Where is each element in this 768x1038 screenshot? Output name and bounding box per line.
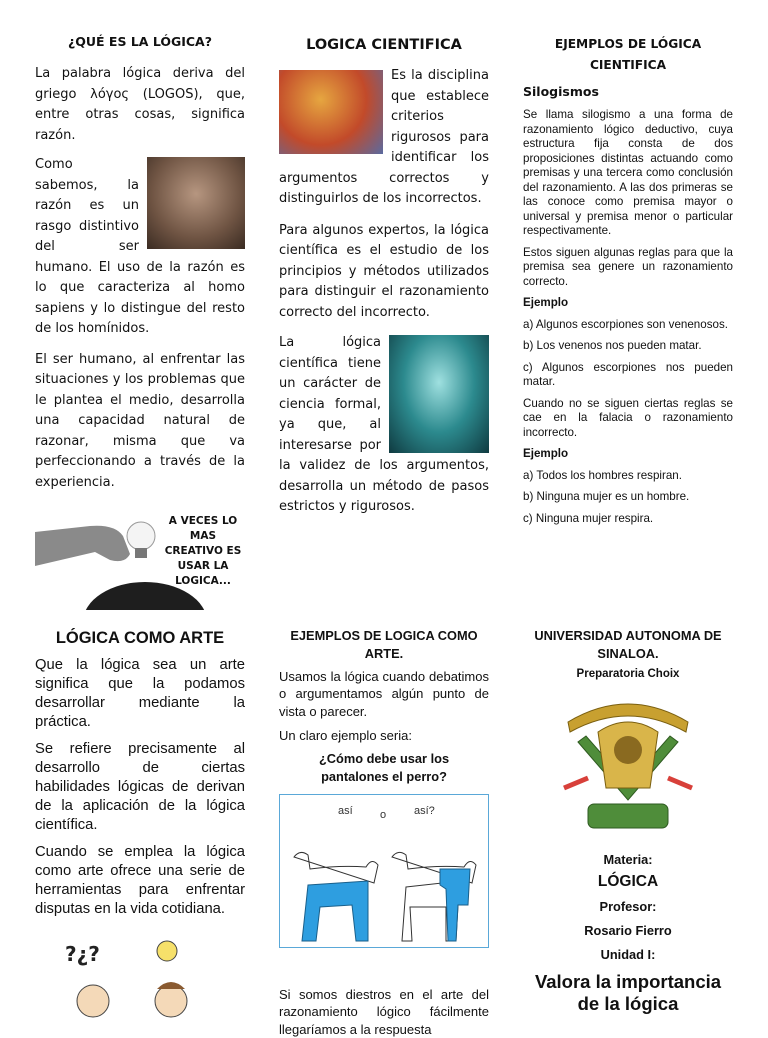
- uas-seal-logo: [558, 692, 698, 840]
- teacher-label: Profesor:: [599, 899, 657, 914]
- paragraph: Estos siguen algunas reglas para que la premisa sea genere un razonamiento correcto.: [523, 245, 733, 288]
- example-label: Ejemplo: [523, 296, 569, 309]
- paragraph: El ser humano, al enfrentar las situaciones y los problemas que le plantea el medio, desarrolla una capacidad natural de razonar, misma que va perfeccionando a través de la experiencia.: [35, 351, 245, 490]
- eagle-seal-icon: [558, 692, 698, 840]
- column-ejemplos-arte: [279, 627, 489, 1038]
- section-title: LOGICA CIENTIFICA: [306, 37, 462, 53]
- column-logica-como-arte: [35, 626, 245, 1019]
- list-item: c) Algunos escorpiones nos pueden matar.: [523, 360, 733, 388]
- paragraph: Usamos la lógica cuando debatimos o argumentamos algún punto de vista o parecer.: [279, 669, 489, 719]
- lightbulb-logic-image: [35, 504, 245, 610]
- paragraph: Es la disciplina que establece criterios rigurosos para identificar los argumentos correctos y distinguirlos de los incorrectos.: [279, 68, 489, 206]
- list-item: a) Algunos escorpiones son venenosos.: [523, 317, 728, 331]
- paragraph: Si somos diestros en el arte del razonamiento lógico fácilmente llegaríamos a la respuesta: [279, 987, 489, 1037]
- paragraph: Se refiere precisamente al desarrollo de ciertas habilidades lógicas de derivan de la aplicación de la lógica científica.: [35, 741, 245, 833]
- paragraph: Cuando no se siguen ciertas reglas se cae en la falacia o razonamiento incorrecto.: [523, 396, 733, 439]
- list-item: a) Todos los hombres respiran.: [523, 468, 682, 482]
- image-label: o: [380, 809, 387, 822]
- university-name: UNIVERSIDAD AUTONOMA DE SINALOA.: [534, 628, 722, 661]
- subject-name: LÓGICA: [597, 873, 659, 890]
- image-caption: A VECES LO MAS CREATIVO ES USAR LA LOGICA...: [164, 515, 242, 587]
- paragraph: Se llama silogismo a una forma de razonamiento lógico deductivo, cuya estructura fija consta de dos proposiciones distintas actuando como premisas y una tercera como conclusión del razonamiento. A las dos primeras se las conoce como premisa mayor o universal y premisa menor o particular respectivamente.: [523, 108, 733, 237]
- thinking-kids-image: [35, 929, 245, 1019]
- list-item: b) Ninguna mujer es un hombre.: [523, 490, 690, 503]
- list-item: c) Ninguna mujer respira.: [523, 511, 654, 525]
- column-ejemplos-cientifica: [523, 34, 733, 526]
- paragraph: La lógica científica tiene un carácter de ciencia formal, ya que, al interesarse por la validez de los argumentos, desarrolla un método de pasos estrictos y rigurosos.: [279, 335, 489, 514]
- paragraph: Para algunos expertos, la lógica científica es el estudio de los principios y métodos utilizados para distinguir el razonamiento correcto del incorrecto.: [279, 222, 489, 320]
- list-item: b) Los venenos nos pueden matar.: [523, 339, 702, 352]
- paragraph: Un claro ejemplo seria:: [279, 727, 412, 743]
- seal-lettering: [558, 692, 559, 693]
- teacher-name: Rosario Fierro: [584, 923, 672, 938]
- school-name: Preparatoria Choix: [576, 668, 680, 680]
- section-title: EJEMPLOS DE LÓGICA CIENTIFICA: [554, 37, 702, 72]
- unit-label: Unidad I:: [600, 947, 656, 962]
- section-title: EJEMPLOS DE LOGICA COMO ARTE.: [290, 628, 478, 661]
- svg-text:?¿?: ?¿?: [65, 942, 100, 966]
- subject-label: Materia:: [603, 852, 653, 867]
- puzzle-brain-head-image: [279, 70, 383, 154]
- image-label: así?: [414, 805, 435, 818]
- question-lightbulb-icon: [35, 929, 245, 1019]
- section-title: ¿QUÉ ES LA LÓGICA?: [68, 34, 212, 49]
- column-logica-cientifica: [279, 34, 489, 518]
- dogs-with-pants-icon: [280, 795, 488, 947]
- column-portada: [523, 627, 733, 1015]
- aristotle-bust-image: [147, 157, 245, 249]
- example-label: Ejemplo: [523, 447, 569, 460]
- paragraph: Cuando se emplea la lógica como arte ofrece una serie de herramientas para enfrentar disputas en la vida cotidiana.: [35, 844, 245, 917]
- paragraph: Que la lógica sea un arte significa que la podamos desarrollar mediante la práctica.: [35, 657, 245, 730]
- paragraph: La palabra lógica deriva del griego λόγος (LOGOS), que, entre otras cosas, significa razón.: [35, 66, 245, 143]
- example-question: ¿Cómo debe usar los pantalones el perro?: [318, 751, 450, 785]
- subsection-title: Silogismos: [523, 84, 599, 99]
- paragraph: Como sabemos, la razón es un rasgo distintivo del ser humano. El uso de la razón es lo que caracteriza al homo sapiens y lo distingue del resto de los homínidos.: [35, 157, 245, 336]
- gears-head-image: [389, 335, 489, 453]
- column-que-es-logica: [35, 34, 245, 610]
- image-label: así: [338, 805, 353, 818]
- section-title: LÓGICA COMO ARTE: [55, 629, 225, 647]
- unit-title: Valora la importancia de la lógica: [534, 971, 722, 1014]
- dog-pants-image: [279, 794, 489, 948]
